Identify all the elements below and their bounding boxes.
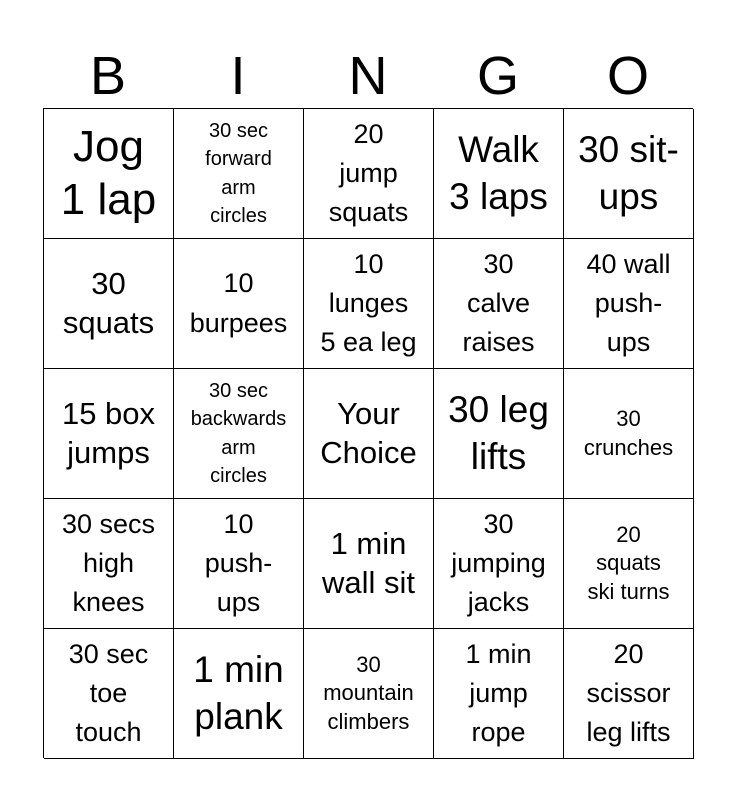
cell-text: 10 lunges 5 ea leg [320, 248, 417, 358]
bingo-cell[interactable] [434, 369, 564, 499]
bingo-cell[interactable] [304, 239, 434, 369]
cell-text: 1 min plank [193, 649, 284, 737]
header-letter-g: G [476, 46, 519, 106]
cell-text: Your Choice [320, 395, 417, 470]
cell-text: 30 secs high knees [61, 508, 156, 618]
bingo-cell[interactable] [434, 239, 564, 369]
bingo-cell[interactable] [564, 109, 694, 239]
bingo-cell[interactable] [44, 369, 174, 499]
cell-text: 30 sec forward arm circles [205, 119, 272, 227]
bingo-cell[interactable] [304, 369, 434, 499]
cell-text: 1 min wall sit [321, 525, 415, 600]
bingo-cell[interactable] [564, 499, 694, 629]
cell-text: 30 calve raises [462, 248, 535, 358]
cell-text: 1 min jump rope [465, 638, 532, 748]
cell-text: 20 scissor leg lifts [586, 638, 671, 748]
bingo-cell[interactable] [174, 239, 304, 369]
bingo-cell[interactable] [564, 239, 694, 369]
bingo-cell[interactable] [564, 369, 694, 499]
bingo-grid [43, 108, 693, 758]
bingo-cell[interactable] [304, 499, 434, 629]
bingo-cell[interactable] [44, 109, 174, 239]
bingo-cell[interactable] [44, 499, 174, 629]
cell-text: 15 box jumps [61, 395, 156, 470]
bingo-cell[interactable] [44, 239, 174, 369]
bingo-cell[interactable] [174, 109, 304, 239]
cell-text: 10 burpees [189, 268, 288, 338]
cell-text: Jog 1 lap [60, 121, 157, 224]
cell-text: 30 sit- ups [578, 129, 679, 217]
cell-text: 30 sec toe touch [68, 638, 149, 748]
cell-text: Walk 3 laps [449, 129, 548, 217]
cell-text: 30 jumping jacks [451, 508, 546, 618]
cell-text: 30 leg lifts [448, 389, 549, 477]
cell-text: 30 sec backwards arm circles [190, 379, 287, 487]
header-letter-i: I [230, 46, 246, 106]
bingo-cell[interactable] [174, 499, 304, 629]
bingo-header [43, 44, 693, 108]
bingo-cell[interactable] [44, 629, 174, 759]
bingo-cell[interactable] [304, 109, 434, 239]
header-letter-o: O [606, 46, 649, 106]
cell-text: 20 jump squats [328, 118, 409, 228]
cell-text: 10 push- ups [204, 508, 273, 618]
cell-text: 30 squats [62, 265, 155, 340]
cell-text: 20 squats ski turns [587, 521, 670, 604]
header-letter-b: B [89, 46, 127, 106]
cell-text: 30 crunches [583, 405, 674, 460]
cell-text: 30 mountain climbers [323, 651, 414, 734]
cell-text: 40 wall push- ups [586, 248, 671, 358]
bingo-cell[interactable] [304, 629, 434, 759]
header-letter-n: N [348, 46, 388, 106]
bingo-cell[interactable] [434, 629, 564, 759]
bingo-cell[interactable] [174, 629, 304, 759]
bingo-cell[interactable] [564, 629, 694, 759]
bingo-cell[interactable] [174, 369, 304, 499]
bingo-cell[interactable] [434, 499, 564, 629]
bingo-cell[interactable] [434, 109, 564, 239]
